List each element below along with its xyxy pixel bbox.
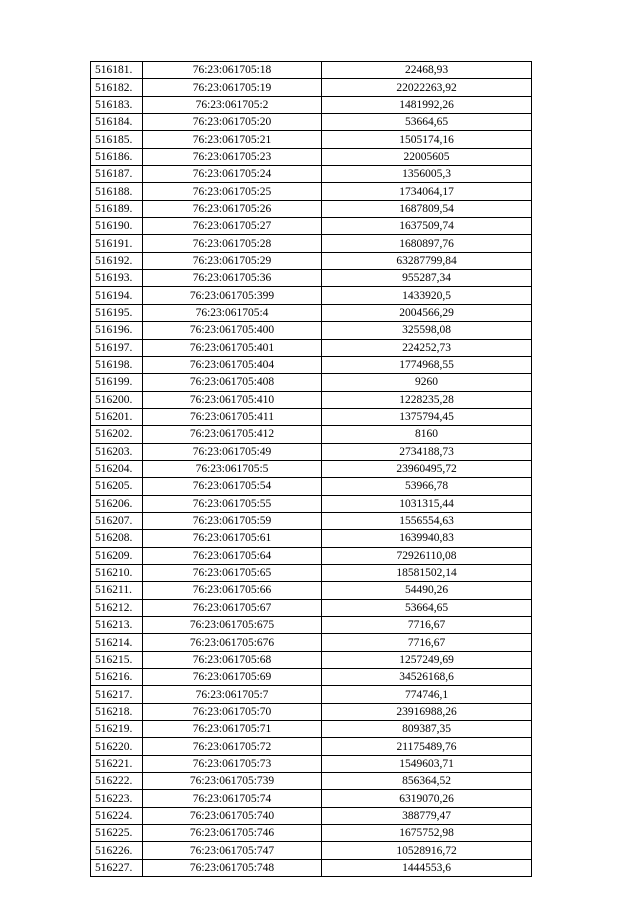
- cadastral-number-cell: 76:23:061705:24: [143, 166, 322, 183]
- cadastral-value-cell: 7716,67: [322, 617, 532, 634]
- table-row: [91, 131, 532, 148]
- row-number-cell: 516201.: [91, 408, 143, 425]
- cadastral-value-cell: 18581502,14: [322, 564, 532, 581]
- cadastral-number-cell: 76:23:061705:7: [143, 686, 322, 703]
- table-row: [91, 460, 532, 477]
- row-number-cell: 516221.: [91, 755, 143, 772]
- cadastral-value-cell: 53966,78: [322, 478, 532, 495]
- table-row: [91, 669, 532, 686]
- row-number-cell: 516218.: [91, 703, 143, 720]
- cadastral-number-cell: 76:23:061705:49: [143, 443, 322, 460]
- cadastral-value-cell: 1433920,5: [322, 287, 532, 304]
- cadastral-value-cell: 34526168,6: [322, 669, 532, 686]
- row-number-cell: 516188.: [91, 183, 143, 200]
- row-number-cell: 516208.: [91, 530, 143, 547]
- table-row: [91, 287, 532, 304]
- cadastral-number-cell: 76:23:061705:411: [143, 408, 322, 425]
- cadastral-value-cell: 1356005,3: [322, 166, 532, 183]
- cadastral-value-cell: 1556554,63: [322, 512, 532, 529]
- cadastral-value-cell: 1549603,71: [322, 755, 532, 772]
- cadastral-number-cell: 76:23:061705:64: [143, 547, 322, 564]
- row-number-cell: 516219.: [91, 721, 143, 738]
- row-number-cell: 516199.: [91, 374, 143, 391]
- cadastral-number-cell: 76:23:061705:66: [143, 582, 322, 599]
- cadastral-value-cell: 1481992,26: [322, 96, 532, 113]
- cadastral-value-cell: 1680897,76: [322, 235, 532, 252]
- table-row: [91, 218, 532, 235]
- table-row: [91, 166, 532, 183]
- row-number-cell: 516182.: [91, 79, 143, 96]
- table-row: [91, 495, 532, 512]
- cadastral-number-cell: 76:23:061705:399: [143, 287, 322, 304]
- row-number-cell: 516212.: [91, 599, 143, 616]
- cadastral-number-cell: 76:23:061705:676: [143, 634, 322, 651]
- cadastral-number-cell: 76:23:061705:28: [143, 235, 322, 252]
- cadastral-number-cell: 76:23:061705:55: [143, 495, 322, 512]
- row-number-cell: 516207.: [91, 512, 143, 529]
- table-row: [91, 825, 532, 842]
- cadastral-value-cell: 1675752,98: [322, 825, 532, 842]
- row-number-cell: 516184.: [91, 114, 143, 131]
- table-row: [91, 790, 532, 807]
- cadastral-number-cell: 76:23:061705:748: [143, 859, 322, 876]
- row-number-cell: 516217.: [91, 686, 143, 703]
- cadastral-value-cell: 1637509,74: [322, 218, 532, 235]
- row-number-cell: 516225.: [91, 825, 143, 842]
- cadastral-number-cell: 76:23:061705:72: [143, 738, 322, 755]
- cadastral-number-cell: 76:23:061705:73: [143, 755, 322, 772]
- cadastral-number-cell: 76:23:061705:26: [143, 200, 322, 217]
- cadastral-number-cell: 76:23:061705:739: [143, 773, 322, 790]
- cadastral-number-cell: 76:23:061705:412: [143, 426, 322, 443]
- cadastral-number-cell: 76:23:061705:36: [143, 270, 322, 287]
- row-number-cell: 516193.: [91, 270, 143, 287]
- row-number-cell: 516226.: [91, 842, 143, 859]
- table-row: [91, 114, 532, 131]
- cadastral-value-cell: 8160: [322, 426, 532, 443]
- table-row: [91, 304, 532, 321]
- row-number-cell: 516210.: [91, 564, 143, 581]
- table-row: [91, 356, 532, 373]
- table-row: [91, 651, 532, 668]
- table-row: [91, 270, 532, 287]
- row-number-cell: 516196.: [91, 322, 143, 339]
- cadastral-number-cell: 76:23:061705:68: [143, 651, 322, 668]
- cadastral-number-cell: 76:23:061705:408: [143, 374, 322, 391]
- row-number-cell: 516200.: [91, 391, 143, 408]
- cadastral-value-cell: 9260: [322, 374, 532, 391]
- cadastral-value-cell: 53664,65: [322, 114, 532, 131]
- table-body: [91, 62, 532, 877]
- table-row: [91, 96, 532, 113]
- cadastral-value-cell: 1257249,69: [322, 651, 532, 668]
- row-number-cell: 516206.: [91, 495, 143, 512]
- row-number-cell: 516195.: [91, 304, 143, 321]
- cadastral-number-cell: 76:23:061705:18: [143, 62, 322, 79]
- cadastral-number-cell: 76:23:061705:67: [143, 599, 322, 616]
- cadastral-value-cell: 22005605: [322, 148, 532, 165]
- table-row: [91, 859, 532, 876]
- cadastral-number-cell: 76:23:061705:74: [143, 790, 322, 807]
- row-number-cell: 516215.: [91, 651, 143, 668]
- cadastral-value-cell: 23916988,26: [322, 703, 532, 720]
- table-row: [91, 512, 532, 529]
- cadastral-number-cell: 76:23:061705:747: [143, 842, 322, 859]
- cadastral-number-cell: 76:23:061705:61: [143, 530, 322, 547]
- row-number-cell: 516181.: [91, 62, 143, 79]
- cadastral-value-cell: 22468,93: [322, 62, 532, 79]
- table-row: [91, 686, 532, 703]
- cadastral-value-cell: 955287,34: [322, 270, 532, 287]
- cadastral-number-cell: 76:23:061705:59: [143, 512, 322, 529]
- row-number-cell: 516187.: [91, 166, 143, 183]
- cadastral-number-cell: 76:23:061705:20: [143, 114, 322, 131]
- cadastral-value-cell: 7716,67: [322, 634, 532, 651]
- cadastral-number-cell: 76:23:061705:5: [143, 460, 322, 477]
- row-number-cell: 516214.: [91, 634, 143, 651]
- cadastral-number-cell: 76:23:061705:54: [143, 478, 322, 495]
- table-row: [91, 408, 532, 425]
- table-row: [91, 391, 532, 408]
- cadastral-number-cell: 76:23:061705:746: [143, 825, 322, 842]
- table-row: [91, 235, 532, 252]
- row-number-cell: 516192.: [91, 252, 143, 269]
- cadastral-value-cell: 72926110,08: [322, 547, 532, 564]
- cadastral-value-cell: 1734064,17: [322, 183, 532, 200]
- row-number-cell: 516224.: [91, 807, 143, 824]
- cadastral-value-cell: 1228235,28: [322, 391, 532, 408]
- table-row: [91, 148, 532, 165]
- row-number-cell: 516204.: [91, 460, 143, 477]
- table-row: [91, 322, 532, 339]
- row-number-cell: 516185.: [91, 131, 143, 148]
- table-row: [91, 530, 532, 547]
- cadastral-value-cell: 1687809,54: [322, 200, 532, 217]
- cadastral-value-cell: 1375794,45: [322, 408, 532, 425]
- table-row: [91, 599, 532, 616]
- cadastral-number-cell: 76:23:061705:27: [143, 218, 322, 235]
- row-number-cell: 516197.: [91, 339, 143, 356]
- cadastral-value-cell: 325598,08: [322, 322, 532, 339]
- table-row: [91, 200, 532, 217]
- cadastral-number-cell: 76:23:061705:19: [143, 79, 322, 96]
- cadastral-number-cell: 76:23:061705:69: [143, 669, 322, 686]
- table-row: [91, 634, 532, 651]
- cadastral-number-cell: 76:23:061705:23: [143, 148, 322, 165]
- table-row: [91, 478, 532, 495]
- table-row: [91, 79, 532, 96]
- cadastral-value-cell: 856364,52: [322, 773, 532, 790]
- table-row: [91, 252, 532, 269]
- table-row: [91, 426, 532, 443]
- row-number-cell: 516203.: [91, 443, 143, 460]
- row-number-cell: 516198.: [91, 356, 143, 373]
- row-number-cell: 516209.: [91, 547, 143, 564]
- row-number-cell: 516216.: [91, 669, 143, 686]
- cadastral-value-cell: 1639940,83: [322, 530, 532, 547]
- cadastral-number-cell: 76:23:061705:65: [143, 564, 322, 581]
- cadastral-number-cell: 76:23:061705:21: [143, 131, 322, 148]
- row-number-cell: 516190.: [91, 218, 143, 235]
- row-number-cell: 516213.: [91, 617, 143, 634]
- row-number-cell: 516194.: [91, 287, 143, 304]
- cadastral-value-cell: 2004566,29: [322, 304, 532, 321]
- row-number-cell: 516220.: [91, 738, 143, 755]
- cadastral-value-cell: 2734188,73: [322, 443, 532, 460]
- table-row: [91, 617, 532, 634]
- cadastral-number-cell: 76:23:061705:740: [143, 807, 322, 824]
- cadastral-value-cell: 21175489,76: [322, 738, 532, 755]
- cadastral-number-cell: 76:23:061705:410: [143, 391, 322, 408]
- cadastral-value-cell: 1505174,16: [322, 131, 532, 148]
- cadastral-value-cell: 53664,65: [322, 599, 532, 616]
- table-row: [91, 773, 532, 790]
- cadastral-number-cell: 76:23:061705:29: [143, 252, 322, 269]
- row-number-cell: 516211.: [91, 582, 143, 599]
- cadastral-number-cell: 76:23:061705:25: [143, 183, 322, 200]
- table-row: [91, 374, 532, 391]
- row-number-cell: 516183.: [91, 96, 143, 113]
- row-number-cell: 516223.: [91, 790, 143, 807]
- row-number-cell: 516186.: [91, 148, 143, 165]
- cadastral-value-cell: 809387,35: [322, 721, 532, 738]
- cadastral-number-cell: 76:23:061705:2: [143, 96, 322, 113]
- row-number-cell: 516202.: [91, 426, 143, 443]
- table-row: [91, 564, 532, 581]
- table-row: [91, 721, 532, 738]
- cadastral-value-cell: 6319070,26: [322, 790, 532, 807]
- cadastral-value-table: [90, 61, 532, 877]
- row-number-cell: 516227.: [91, 859, 143, 876]
- cadastral-value-cell: 54490,26: [322, 582, 532, 599]
- cadastral-number-cell: 76:23:061705:4: [143, 304, 322, 321]
- cadastral-number-cell: 76:23:061705:675: [143, 617, 322, 634]
- cadastral-value-cell: 388779,47: [322, 807, 532, 824]
- table-row: [91, 62, 532, 79]
- cadastral-value-cell: 774746,1: [322, 686, 532, 703]
- cadastral-number-cell: 76:23:061705:404: [143, 356, 322, 373]
- table-row: [91, 183, 532, 200]
- row-number-cell: 516205.: [91, 478, 143, 495]
- table-row: [91, 738, 532, 755]
- table-row: [91, 807, 532, 824]
- table-row: [91, 547, 532, 564]
- cadastral-value-cell: 63287799,84: [322, 252, 532, 269]
- cadastral-value-cell: 23960495,72: [322, 460, 532, 477]
- table-row: [91, 755, 532, 772]
- cadastral-number-cell: 76:23:061705:400: [143, 322, 322, 339]
- row-number-cell: 516189.: [91, 200, 143, 217]
- cadastral-number-cell: 76:23:061705:401: [143, 339, 322, 356]
- row-number-cell: 516222.: [91, 773, 143, 790]
- cadastral-value-cell: 22022263,92: [322, 79, 532, 96]
- cadastral-value-cell: 1774968,55: [322, 356, 532, 373]
- cadastral-value-cell: 1031315,44: [322, 495, 532, 512]
- row-number-cell: 516191.: [91, 235, 143, 252]
- table-row: [91, 582, 532, 599]
- cadastral-value-cell: 224252,73: [322, 339, 532, 356]
- cadastral-number-cell: 76:23:061705:70: [143, 703, 322, 720]
- cadastral-value-cell: 10528916,72: [322, 842, 532, 859]
- table-row: [91, 703, 532, 720]
- table-row: [91, 339, 532, 356]
- table-row: [91, 842, 532, 859]
- table-row: [91, 443, 532, 460]
- cadastral-number-cell: 76:23:061705:71: [143, 721, 322, 738]
- cadastral-value-cell: 1444553,6: [322, 859, 532, 876]
